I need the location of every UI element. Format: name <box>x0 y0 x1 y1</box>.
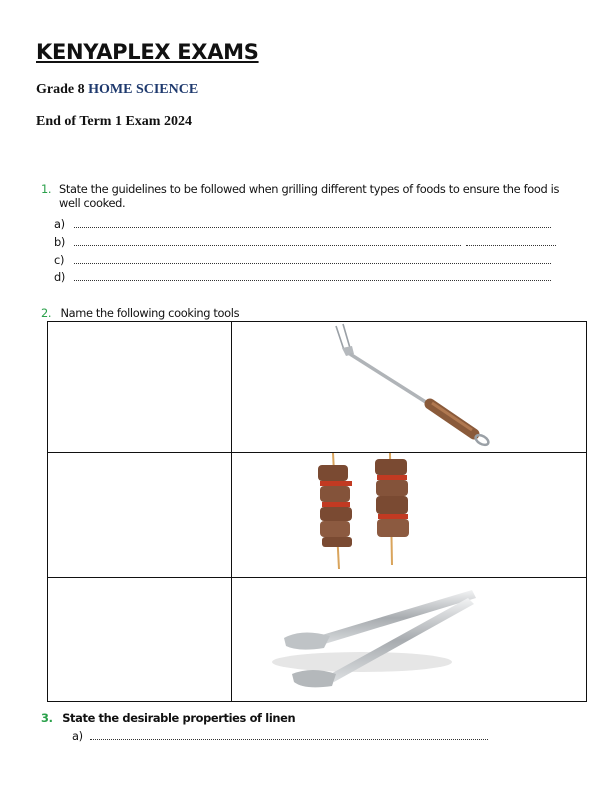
answer-label: c) <box>54 253 65 267</box>
table-row <box>48 578 587 702</box>
dotted-line <box>74 227 551 228</box>
image-cell <box>232 453 587 578</box>
question-text: State the desirable properties of linen <box>62 711 296 725</box>
answer-line-d[interactable] <box>54 270 554 284</box>
page-title: KENYAPLEX EXAMS <box>36 40 259 64</box>
serving-tongs-icon <box>232 578 586 696</box>
table-row <box>48 322 587 453</box>
image-cell <box>232 578 587 702</box>
table-row <box>48 453 587 578</box>
grade-label: Grade 8 <box>36 82 89 97</box>
dotted-line <box>90 739 488 740</box>
question-number: 3. <box>41 711 53 725</box>
answer-cell[interactable] <box>48 578 232 702</box>
dotted-line <box>74 263 551 264</box>
kebab-skewers-icon <box>232 453 586 572</box>
subject-label: HOME SCIENCE <box>88 82 199 97</box>
answer-label: a) <box>54 217 65 231</box>
question-text: State the guidelines to be followed when grilling different types of foods to ensure the food is well cooked. <box>59 182 560 210</box>
dotted-line <box>74 280 551 281</box>
cooking-tools-table <box>47 321 587 702</box>
dotted-line <box>466 245 556 246</box>
answer-line-a[interactable] <box>54 217 554 231</box>
question-number: 2. <box>41 306 52 320</box>
question-number: 1. <box>41 182 52 196</box>
answer-line-a[interactable] <box>72 729 492 743</box>
answer-cell[interactable] <box>48 322 232 453</box>
answer-cell[interactable] <box>48 453 232 578</box>
question-3 <box>41 711 295 725</box>
answer-label: a) <box>72 729 83 743</box>
answer-label: d) <box>54 270 66 284</box>
grade-line <box>36 82 198 98</box>
question-1 <box>41 182 561 210</box>
long-handled-fork-icon <box>232 322 586 447</box>
question-2 <box>41 306 239 320</box>
exam-label: End of Term 1 Exam 2024 <box>36 114 192 129</box>
answer-line-c[interactable] <box>54 253 554 267</box>
dotted-line <box>74 245 461 246</box>
question-text: Name the following cooking tools <box>60 306 240 320</box>
image-cell <box>232 322 587 453</box>
answer-label: b) <box>54 235 66 249</box>
answer-line-b[interactable] <box>54 235 559 249</box>
